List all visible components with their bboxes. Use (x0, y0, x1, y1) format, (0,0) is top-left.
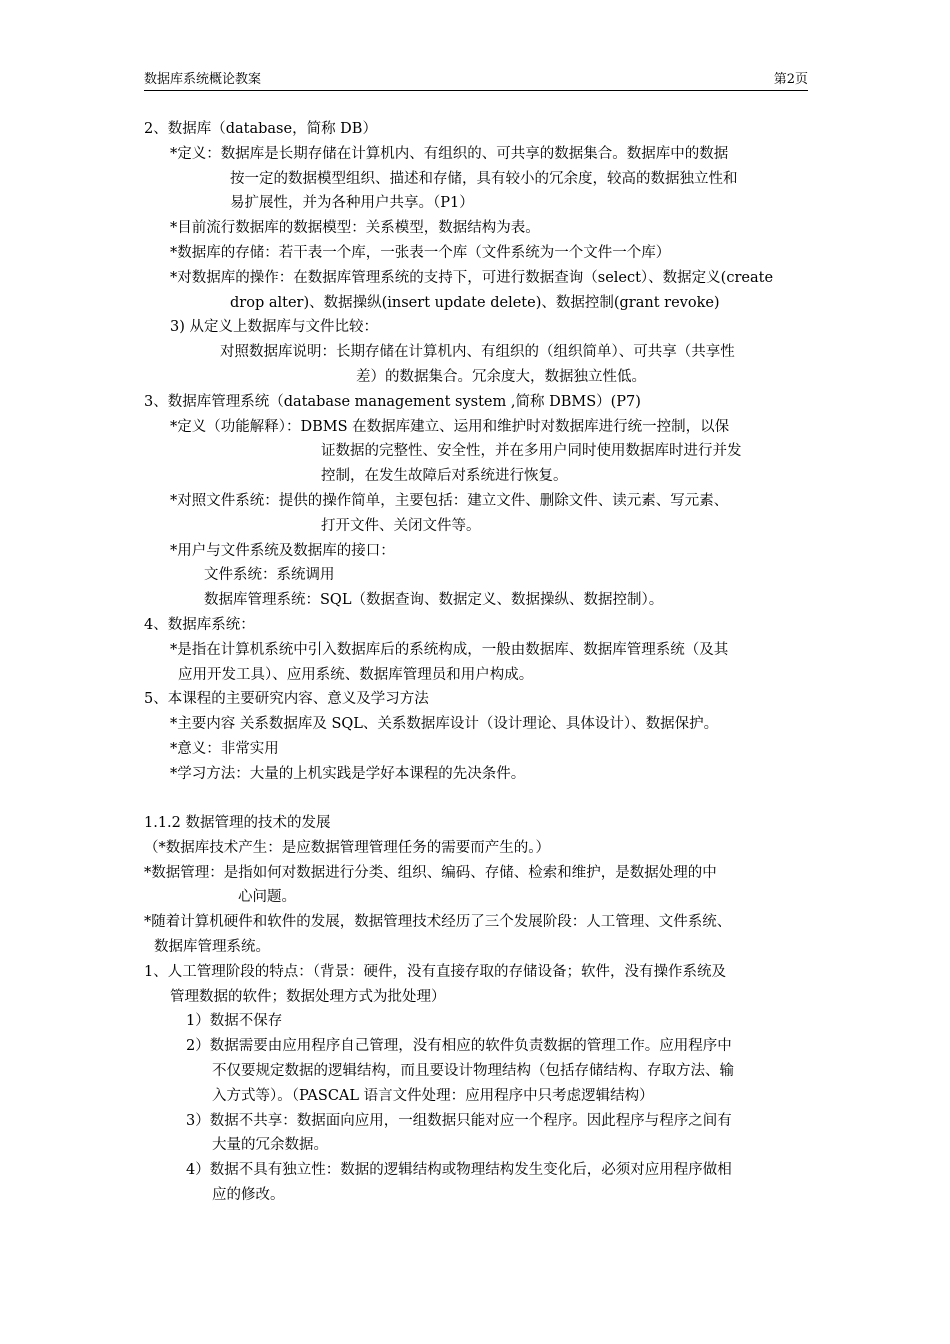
text-line: 对照数据库说明：长期存储在计算机内、有组织的（组织简单）、可共享（共享性 (220, 344, 735, 360)
text-line: 差）的数据集合。冗余度大，数据独立性低。 (356, 369, 646, 385)
list-item: 1）数据不保存 (186, 1013, 283, 1029)
text-line: 3) 从定义上数据库与文件比较： (170, 319, 378, 335)
text-line: 应的修改。 (212, 1187, 285, 1203)
text-line: 文件系统：系统调用 (204, 567, 335, 583)
text-line: 大量的冗余数据。 (212, 1137, 328, 1153)
text-line: *学习方法：大量的上机实践是学好本课程的先决条件。 (170, 766, 526, 782)
text-line: *主要内容 关系数据库及 SQL、关系数据库设计（设计理论、具体设计）、数据保护。 (170, 716, 719, 732)
text-line: 心问题。 (238, 889, 296, 905)
text-line: 证数据的完整性、安全性，并在多用户同时使用数据库时进行并发 (321, 443, 742, 459)
text-line: 易扩展性，并为各种用户共享。（P1） (230, 195, 474, 211)
text-line: *定义：数据库是长期存储在计算机内、有组织的、可共享的数据集合。数据库中的数据 (170, 146, 729, 162)
text-line: 不仅要规定数据的逻辑结构，而且要设计物理结构（包括存储结构、存取方法、输 (212, 1063, 734, 1079)
page-header (144, 70, 808, 91)
section-heading: 4、数据库系统： (144, 617, 255, 633)
text-line: *随着计算机硬件和软件的发展，数据管理技术经历了三个发展阶段：人工管理、文件系统、 (144, 914, 732, 930)
text-line: *用户与文件系统及数据库的接口： (170, 543, 395, 559)
section-heading: 5、本课程的主要研究内容、意义及学习方法 (144, 691, 429, 707)
text-line: *是指在计算机系统中引入数据库后的系统构成，一般由数据库、数据库管理系统（及其 (170, 642, 729, 658)
list-item: 4）数据不具有独立性：数据的逻辑结构或物理结构发生变化后，必须对应用程序做相 (186, 1162, 732, 1178)
text-line: 入方式等）。（PASCAL 语言文件处理：应用程序中只考虑逻辑结构） (212, 1088, 654, 1104)
text-line: *对数据库的操作：在数据库管理系统的支持下，可进行数据查询（select）、数据定义(create (170, 270, 774, 286)
section-heading: 2、数据库（database，简称 DB） (144, 121, 377, 137)
text-line: *目前流行数据库的数据模型：关系模型，数据结构为表。 (170, 220, 540, 236)
text-line: *数据管理：是指如何对数据进行分类、组织、编码、存储、检索和维护，是数据处理的中 (144, 865, 717, 881)
header-title: 数据库系统概论教案 (144, 72, 262, 87)
text-line: 应用开发工具）、应用系统、数据库管理员和用户构成。 (178, 667, 534, 683)
text-line: drop alter)、数据操纵(insert update delete)、数据控制(grant revoke) (230, 295, 720, 311)
text-line: *数据库的存储：若干表一个库，一张表一个库（文件系统为一个文件一个库） (170, 245, 671, 261)
section-heading: 3、数据库管理系统（database management system ,简称 DBMS）(P7) (144, 394, 641, 410)
subsection-heading: 1.1.2 数据管理的技术的发展 (144, 815, 331, 831)
text-line: 按一定的数据模型组织、描述和存储，具有较小的冗余度，较高的数据独立性和 (230, 171, 738, 187)
list-item: 2）数据需要由应用程序自己管理，没有相应的软件负责数据的管理工作。应用程序中 (186, 1038, 732, 1054)
list-item: 3）数据不共享：数据面向应用，一组数据只能对应一个程序。因此程序与程序之间有 (186, 1113, 732, 1129)
text-line: 数据库管理系统：SQL（数据查询、数据定义、数据操纵、数据控制）。 (204, 592, 664, 608)
text-line: 控制，在发生故障后对系统进行恢复。 (321, 468, 568, 484)
text-line: （*数据库技术产生：是应数据管理管理任务的需要而产生的。） (144, 840, 550, 856)
text-line: 数据库管理系统。 (154, 939, 270, 955)
text-line: *定义（功能解释）：DBMS 在数据库建立、运用和维护时对数据库进行统一控制，以保 (170, 419, 730, 435)
text-line: 打开文件、关闭文件等。 (321, 518, 481, 534)
text-line: *意义：非常实用 (170, 741, 279, 757)
section-heading: 1、人工管理阶段的特点：（背景：硬件，没有直接存取的存储设备；软件，没有操作系统及 (144, 964, 726, 980)
header-page-number: 第2页 (773, 72, 808, 87)
text-line: 管理数据的软件；数据处理方式为批处理） (170, 989, 446, 1005)
text-line: *对照文件系统：提供的操作简单，主要包括：建立文件、删除文件、读元素、写元素、 (170, 493, 729, 509)
